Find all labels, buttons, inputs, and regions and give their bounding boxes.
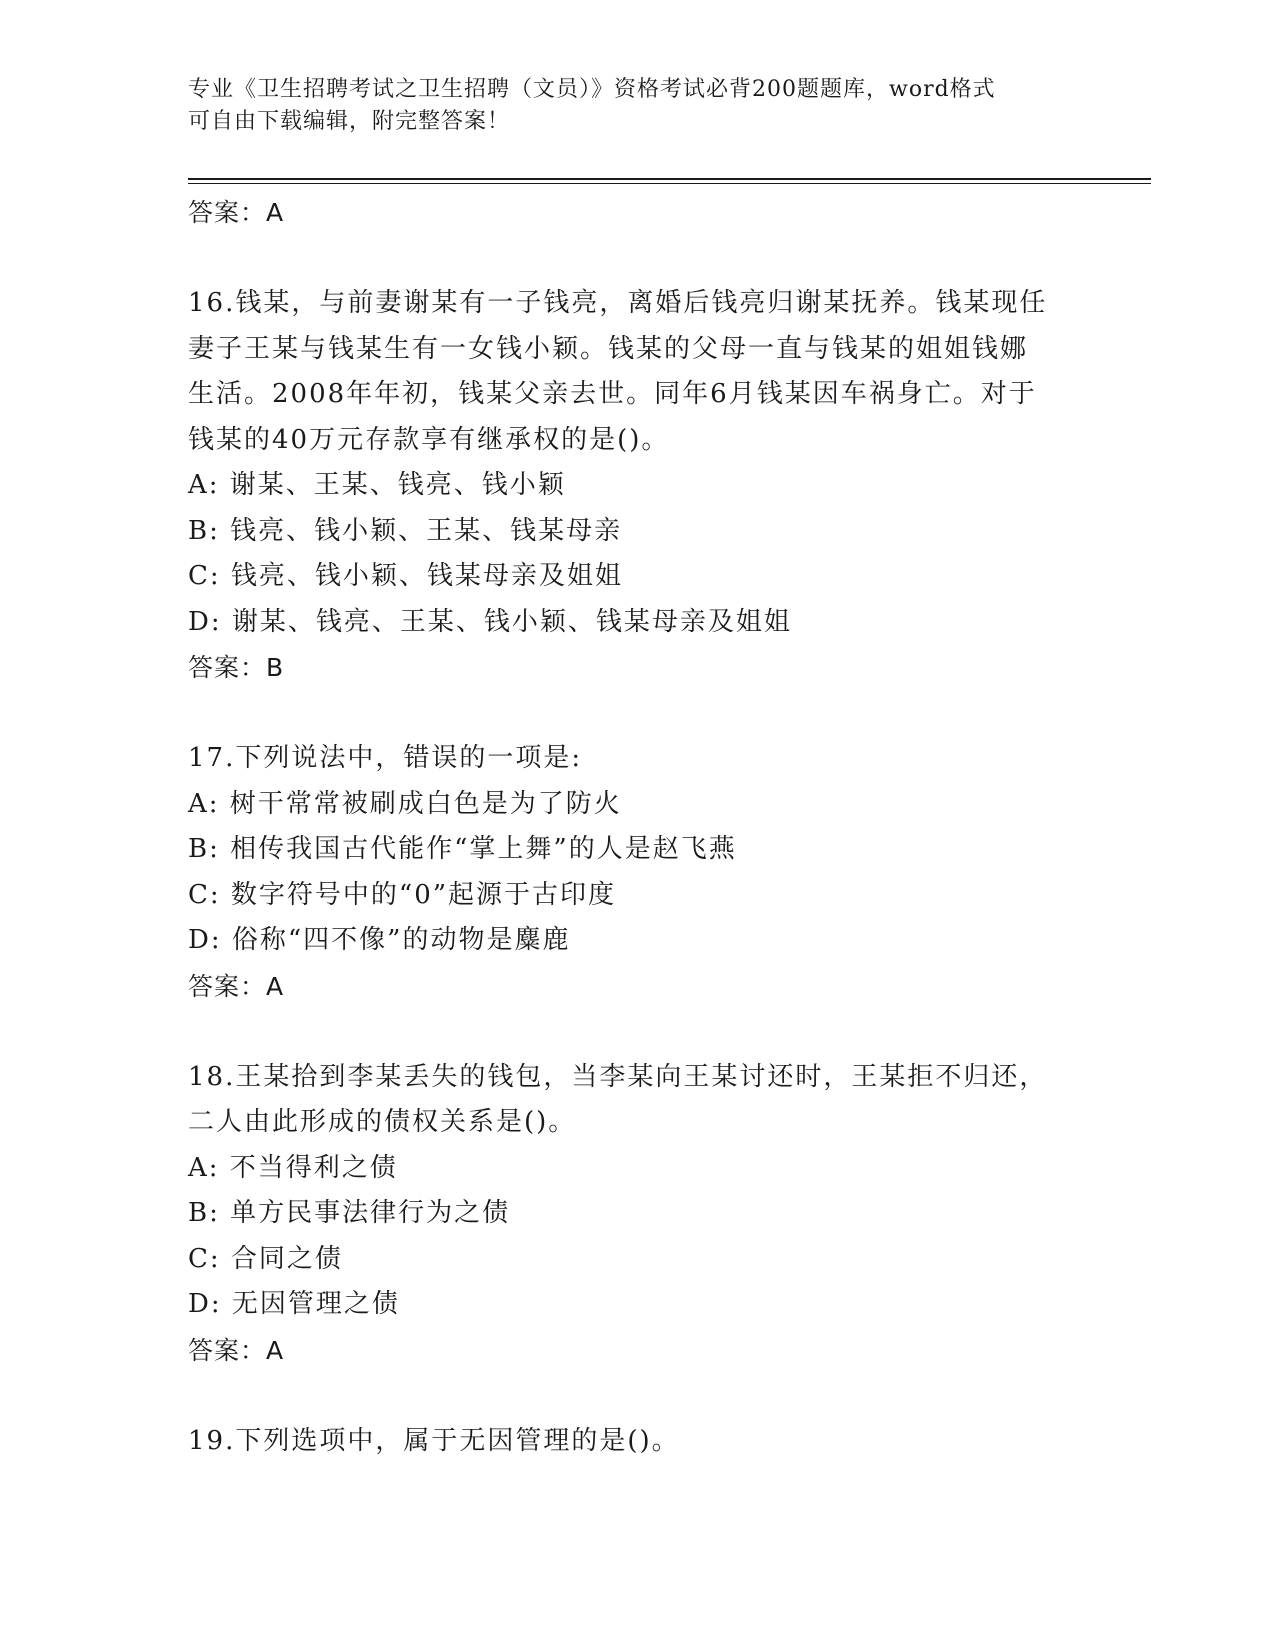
- spacer: [188, 1373, 1088, 1419]
- document-header: [188, 74, 1068, 138]
- header-rule-thin: [188, 183, 1151, 184]
- question-16-text-line-1: 16.钱某，与前妻谢某有一子钱亮，离婚后钱亮归谢某抚养。钱某现任: [188, 288, 1048, 318]
- spacer: [188, 236, 1088, 282]
- question-18-option-c: C: 合同之债: [188, 1243, 343, 1274]
- question-19: [188, 1419, 1088, 1465]
- question-16-option-d: D: 谢某、钱亮、王某、钱小颖、钱某母亲及姐姐: [188, 606, 792, 637]
- question-16-text-line-2: 妻子王某与钱某生有一女钱小颖。钱某的父母一直与钱某的姐姐钱娜: [188, 333, 1029, 364]
- header-line-1: 专业《卫生招聘考试之卫生招聘（文员）》资格考试必背200题题库，word格式: [188, 77, 996, 102]
- header-rule-thick: [188, 178, 1151, 180]
- question-16: [188, 281, 1088, 691]
- question-16-text-line-4: 钱某的40万元存款享有继承权的是()。: [188, 424, 670, 455]
- document-body: [188, 190, 1088, 1464]
- question-17-option-d: D: 俗称“四不像”的动物是麋鹿: [188, 925, 571, 955]
- question-17: [188, 736, 1088, 1009]
- question-17-option-a: A: 树干常常被刷成白色是为了防火: [188, 788, 622, 819]
- question-17-option-c: C: 数字符号中的“0”起源于古印度: [188, 879, 617, 910]
- answer-previous: 答案：A: [188, 198, 285, 227]
- header-line-2: 可自由下载编辑，附完整答案！: [188, 109, 511, 134]
- spacer: [188, 691, 1088, 737]
- question-18-answer: 答案：A: [188, 1335, 285, 1365]
- question-18-option-b: B: 单方民事法律行为之债: [188, 1198, 511, 1228]
- question-18-text-line-1: 18.王某拾到李某丢失的钱包，当李某向王某讨还时，王某拒不归还，: [188, 1061, 1048, 1092]
- question-19-text-line-1: 19.下列选项中，属于无因管理的是()。: [188, 1425, 680, 1456]
- spacer: [188, 1009, 1088, 1055]
- question-16-text-line-3: 生活。2008年年初，钱某父亲去世。同年6月钱某因车祸身亡。对于: [188, 379, 1037, 409]
- question-16-answer: 答案：B: [188, 653, 285, 682]
- question-18-option-d: D: 无因管理之债: [188, 1289, 400, 1319]
- question-17-option-b: B: 相传我国古代能作“掌上舞”的人是赵飞燕: [188, 834, 737, 864]
- question-17-text-line-1: 17.下列说法中，错误的一项是:: [188, 743, 583, 773]
- question-16-option-a: A: 谢某、王某、钱亮、钱小颖: [188, 470, 566, 500]
- question-18-text-line-2: 二人由此形成的债权关系是()。: [188, 1107, 577, 1137]
- question-17-answer: 答案：A: [188, 971, 285, 1001]
- question-16-option-b: B: 钱亮、钱小颖、王某、钱某母亲: [188, 515, 623, 546]
- question-18-option-a: A: 不当得利之债: [188, 1152, 398, 1183]
- question-18: [188, 1055, 1088, 1374]
- question-16-option-c: C: 钱亮、钱小颖、钱某母亲及姐姐: [188, 561, 623, 591]
